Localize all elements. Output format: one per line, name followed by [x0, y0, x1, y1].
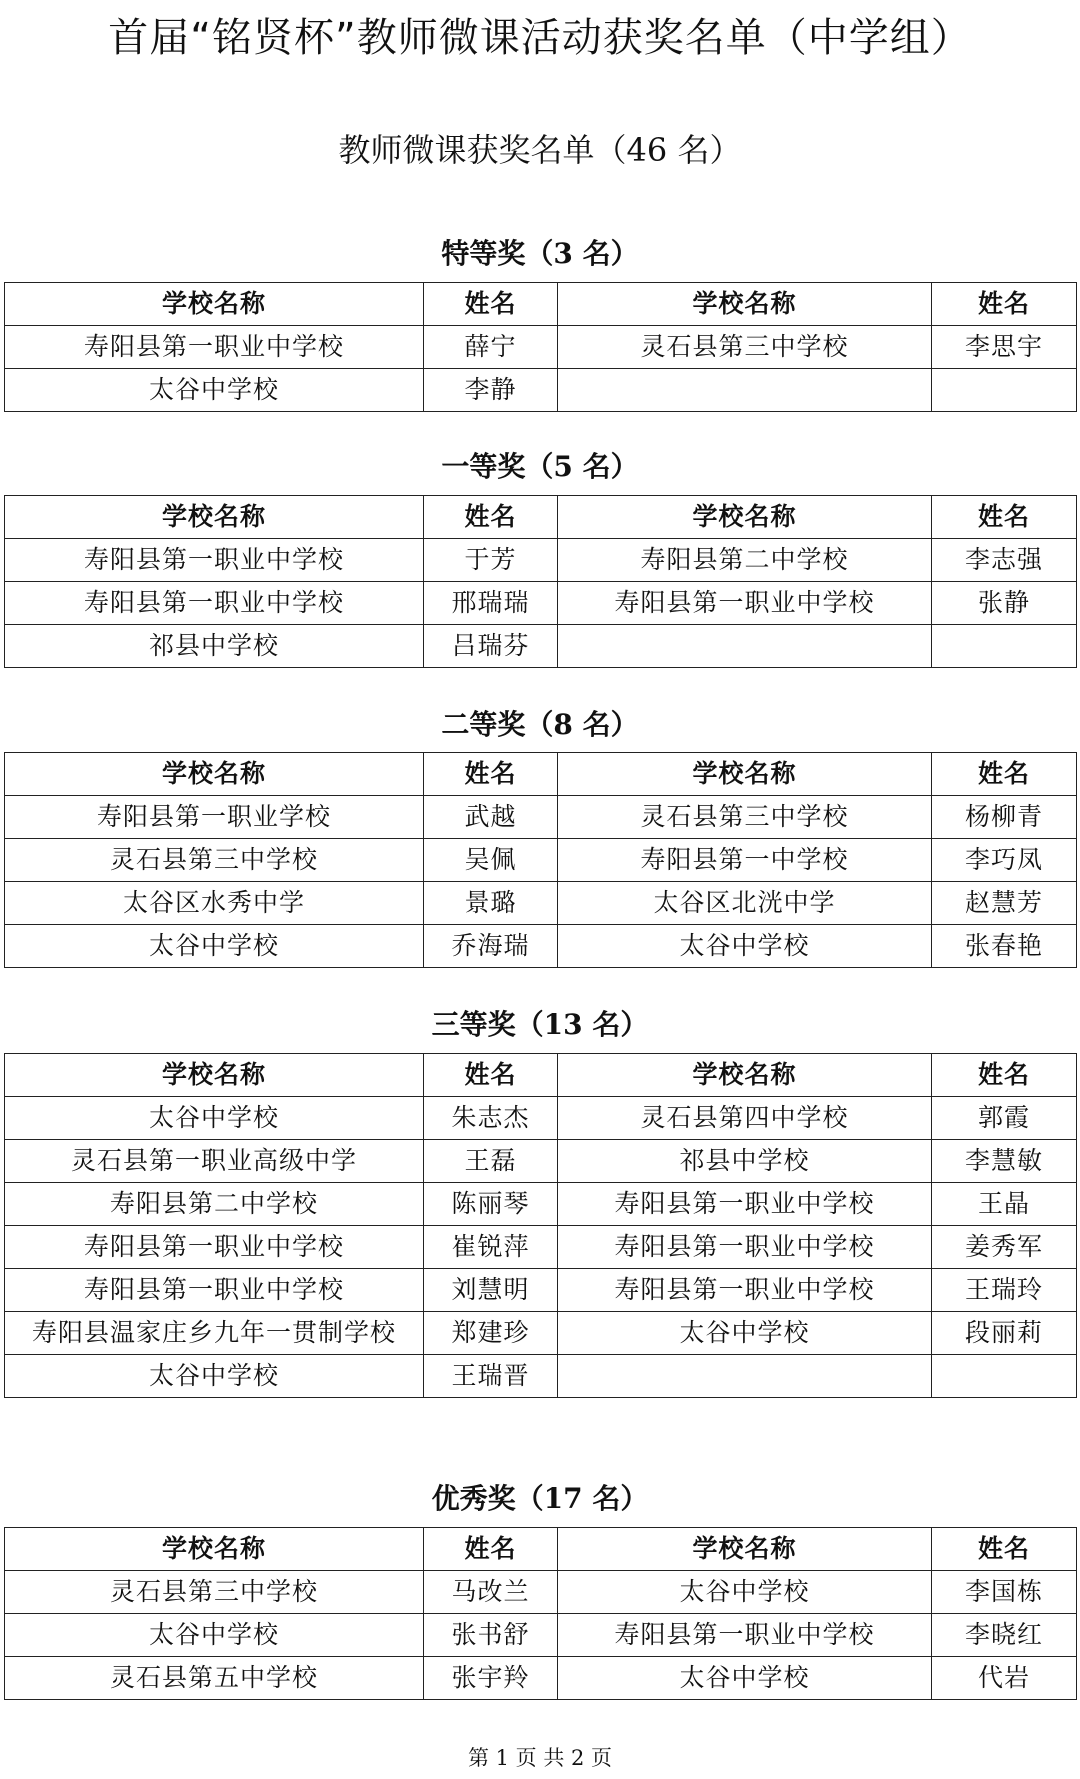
cell-school: 太谷中学校 — [5, 1614, 424, 1657]
cell-school: 寿阳县第一职业学校 — [5, 796, 424, 839]
cell-name: 杨柳青 — [932, 796, 1077, 839]
cell-school: 太谷中学校 — [5, 369, 424, 412]
table-row — [5, 925, 1077, 968]
table-row — [5, 625, 1077, 668]
table-row — [5, 1312, 1077, 1355]
main-title: 首届“铭贤杯”教师微课活动获奖名单（中学组） — [108, 15, 972, 61]
cell-name: 马改兰 — [424, 1571, 558, 1614]
table-header-row — [5, 283, 1077, 326]
award-table — [4, 495, 1077, 668]
table-row — [5, 1355, 1077, 1398]
section-title: 二等奖（8 名） — [441, 708, 639, 741]
subtitle: 教师微课获奖名单（46 名） — [338, 131, 742, 169]
cell-name: 薛宁 — [424, 326, 558, 369]
cell-name: 段丽莉 — [932, 1312, 1077, 1355]
table-row — [5, 796, 1077, 839]
cell-name: 郑建珍 — [424, 1312, 558, 1355]
cell-school: 寿阳县第一职业中学校 — [5, 326, 424, 369]
cell-name: 王瑞晋 — [424, 1355, 558, 1398]
cell-name: 张书舒 — [424, 1614, 558, 1657]
cell-school: 寿阳县第一职业中学校 — [5, 1269, 424, 1312]
cell-name — [932, 625, 1077, 668]
table-row — [5, 882, 1077, 925]
header-school: 学校名称 — [558, 496, 932, 539]
cell-school: 寿阳县温家庄乡九年一贯制学校 — [5, 1312, 424, 1355]
cell-name: 景璐 — [424, 882, 558, 925]
cell-name: 代岩 — [932, 1657, 1077, 1700]
header-school: 学校名称 — [5, 283, 424, 326]
cell-school: 灵石县第五中学校 — [5, 1657, 424, 1700]
table-header-row — [5, 496, 1077, 539]
cell-name: 李晓红 — [932, 1614, 1077, 1657]
table-header-row — [5, 1054, 1077, 1097]
cell-name: 李巧凤 — [932, 839, 1077, 882]
cell-name: 张静 — [932, 582, 1077, 625]
cell-school: 太谷中学校 — [5, 1097, 424, 1140]
table-row — [5, 1097, 1077, 1140]
cell-name: 姜秀军 — [932, 1226, 1077, 1269]
cell-name: 王瑞玲 — [932, 1269, 1077, 1312]
cell-name: 王磊 — [424, 1140, 558, 1183]
table-row — [5, 1614, 1077, 1657]
award-table — [4, 1527, 1077, 1700]
header-name: 姓名 — [424, 753, 558, 796]
header-name: 姓名 — [424, 283, 558, 326]
cell-school: 祁县中学校 — [5, 625, 424, 668]
header-school: 学校名称 — [558, 753, 932, 796]
table-header-row — [5, 1528, 1077, 1571]
table-row — [5, 1140, 1077, 1183]
section-title: 一等奖（5 名） — [441, 450, 639, 483]
cell-name: 于芳 — [424, 539, 558, 582]
section-title: 三等奖（13 名） — [431, 1008, 649, 1041]
cell-school: 寿阳县第一职业中学校 — [558, 582, 932, 625]
header-school: 学校名称 — [558, 1054, 932, 1097]
cell-name: 邢瑞瑞 — [424, 582, 558, 625]
table-header-row — [5, 753, 1077, 796]
header-name: 姓名 — [932, 753, 1077, 796]
cell-school: 寿阳县第一职业中学校 — [5, 1226, 424, 1269]
cell-name: 王晶 — [932, 1183, 1077, 1226]
cell-name: 李慧敏 — [932, 1140, 1077, 1183]
cell-name: 吕瑞芬 — [424, 625, 558, 668]
cell-school: 太谷中学校 — [5, 925, 424, 968]
cell-school: 寿阳县第二中学校 — [5, 1183, 424, 1226]
cell-school: 寿阳县第一职业中学校 — [558, 1226, 932, 1269]
cell-name: 吴佩 — [424, 839, 558, 882]
header-name: 姓名 — [424, 496, 558, 539]
cell-school: 太谷区水秀中学 — [5, 882, 424, 925]
cell-school — [558, 625, 932, 668]
table-row — [5, 1657, 1077, 1700]
table-row — [5, 1226, 1077, 1269]
cell-school: 太谷中学校 — [558, 1571, 932, 1614]
header-school: 学校名称 — [5, 753, 424, 796]
cell-school: 灵石县第四中学校 — [558, 1097, 932, 1140]
cell-name: 崔锐萍 — [424, 1226, 558, 1269]
page-footer: 第 1 页 共 2 页 — [467, 1746, 613, 1770]
table-row — [5, 326, 1077, 369]
cell-school: 太谷中学校 — [558, 925, 932, 968]
header-name: 姓名 — [932, 496, 1077, 539]
cell-school: 灵石县第三中学校 — [5, 839, 424, 882]
cell-school — [558, 1355, 932, 1398]
table-row — [5, 1183, 1077, 1226]
header-school: 学校名称 — [5, 496, 424, 539]
cell-school: 寿阳县第一职业中学校 — [5, 539, 424, 582]
cell-name: 刘慧明 — [424, 1269, 558, 1312]
cell-name: 李静 — [424, 369, 558, 412]
cell-name: 李思宇 — [932, 326, 1077, 369]
cell-school: 寿阳县第一职业中学校 — [558, 1269, 932, 1312]
cell-school: 灵石县第三中学校 — [558, 796, 932, 839]
cell-name: 乔海瑞 — [424, 925, 558, 968]
cell-school: 太谷中学校 — [558, 1657, 932, 1700]
cell-name: 李国栋 — [932, 1571, 1077, 1614]
table-row — [5, 582, 1077, 625]
section-title: 特等奖（3 名） — [441, 237, 639, 270]
cell-school: 太谷中学校 — [558, 1312, 932, 1355]
cell-name: 朱志杰 — [424, 1097, 558, 1140]
header-name: 姓名 — [932, 1528, 1077, 1571]
cell-name — [932, 1355, 1077, 1398]
cell-name: 张春艳 — [932, 925, 1077, 968]
cell-name: 赵慧芳 — [932, 882, 1077, 925]
cell-school: 寿阳县第一职业中学校 — [558, 1183, 932, 1226]
award-table — [4, 282, 1077, 412]
table-row — [5, 1269, 1077, 1312]
cell-school: 祁县中学校 — [558, 1140, 932, 1183]
header-name: 姓名 — [424, 1528, 558, 1571]
cell-school: 太谷区北洸中学 — [558, 882, 932, 925]
cell-school: 灵石县第三中学校 — [5, 1571, 424, 1614]
table-row — [5, 369, 1077, 412]
table-row — [5, 839, 1077, 882]
header-name: 姓名 — [932, 1054, 1077, 1097]
cell-name: 郭霞 — [932, 1097, 1077, 1140]
section-title: 优秀奖（17 名） — [431, 1482, 649, 1515]
cell-name — [932, 369, 1077, 412]
header-name: 姓名 — [932, 283, 1077, 326]
table-row — [5, 1571, 1077, 1614]
cell-name: 张宇羚 — [424, 1657, 558, 1700]
header-school: 学校名称 — [5, 1528, 424, 1571]
cell-school: 寿阳县第二中学校 — [558, 539, 932, 582]
cell-name: 陈丽琴 — [424, 1183, 558, 1226]
cell-name: 李志强 — [932, 539, 1077, 582]
header-school: 学校名称 — [558, 1528, 932, 1571]
cell-school: 寿阳县第一中学校 — [558, 839, 932, 882]
cell-school: 寿阳县第一职业中学校 — [558, 1614, 932, 1657]
cell-name: 武越 — [424, 796, 558, 839]
cell-school: 太谷中学校 — [5, 1355, 424, 1398]
cell-school: 灵石县第一职业高级中学 — [5, 1140, 424, 1183]
header-name: 姓名 — [424, 1054, 558, 1097]
header-school: 学校名称 — [558, 283, 932, 326]
award-table — [4, 1053, 1077, 1398]
table-row — [5, 539, 1077, 582]
cell-school: 灵石县第三中学校 — [558, 326, 932, 369]
cell-school: 寿阳县第一职业中学校 — [5, 582, 424, 625]
award-table — [4, 752, 1077, 968]
cell-school — [558, 369, 932, 412]
header-school: 学校名称 — [5, 1054, 424, 1097]
